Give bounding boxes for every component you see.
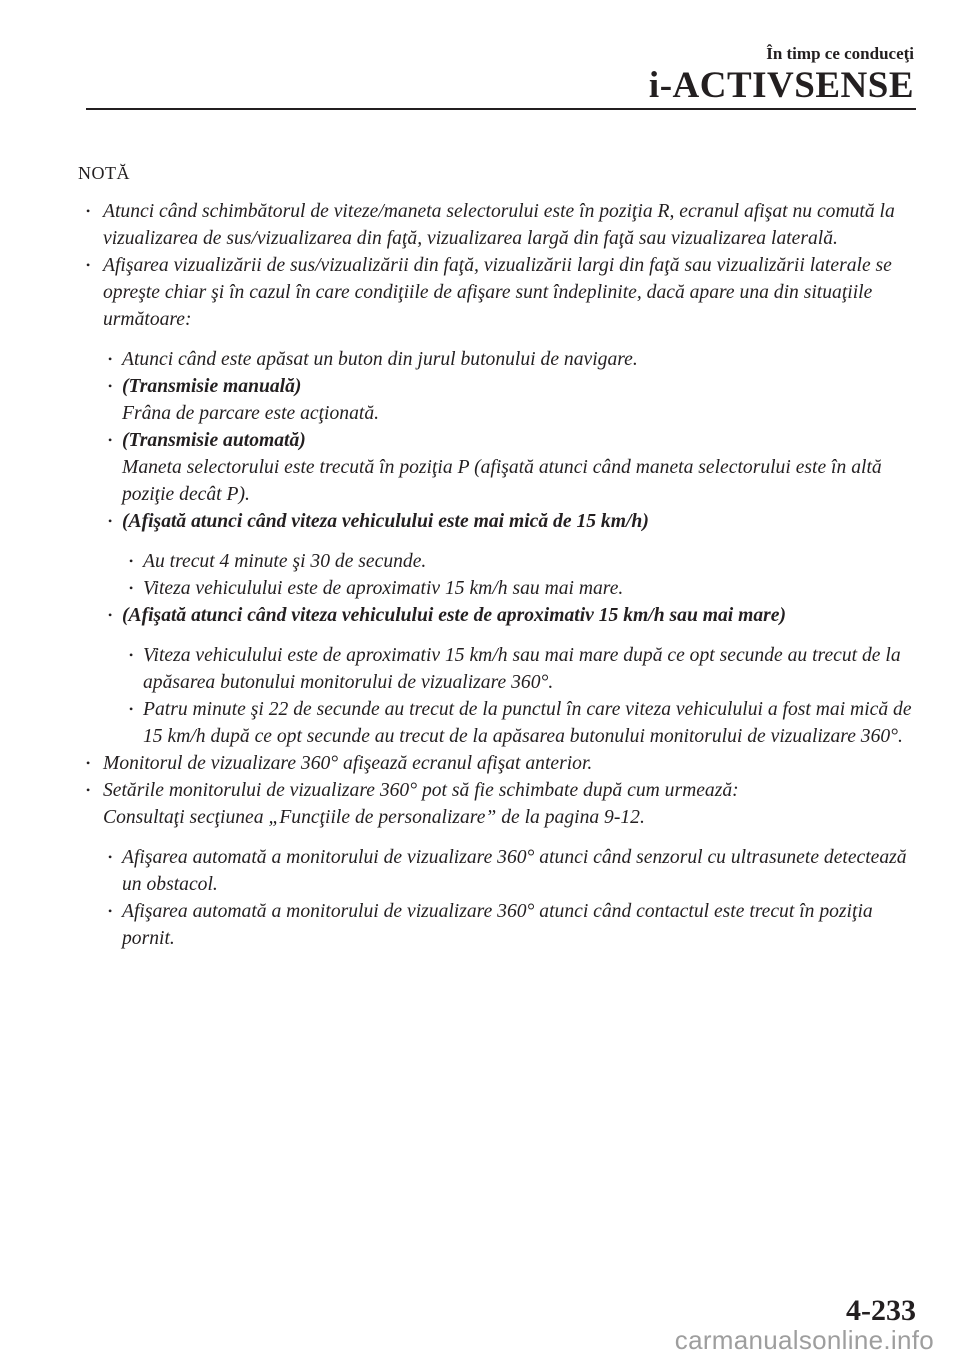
note-item-reference: Consultaţi secţiunea „Funcţiile de personalizare” de la pagina 9-12. bbox=[103, 807, 645, 828]
bullet-icon: • bbox=[108, 379, 113, 393]
chapter-title: În timp ce conduceţi bbox=[766, 44, 914, 63]
note-subsubitem bbox=[0, 575, 918, 602]
note-subitem bbox=[0, 427, 918, 508]
note-item bbox=[0, 252, 918, 333]
page-number: 4-233 bbox=[846, 1294, 916, 1327]
bullet-icon: • bbox=[108, 352, 113, 366]
bullet-icon: • bbox=[129, 581, 134, 595]
note-item-text: Afişarea vizualizării de sus/vizualizării din faţă, vizualizării largi din faţă sau vizualizării laterale se opreşte chiar şi în cazul în care condiţiile de afişare sunt îndeplinite, dacă apare una din situaţiile următoare: bbox=[103, 255, 892, 330]
note-subsubitem-text: Viteza vehiculului este de aproximativ 15 km/h sau mai mare după ce opt secunde au trecut de la apăsarea butonului monitorului de vizualizare 360°. bbox=[143, 645, 901, 693]
note-item bbox=[0, 198, 918, 252]
note-subitem-heading: (Transmisie manuală) bbox=[122, 376, 302, 397]
note-subitem bbox=[0, 508, 918, 535]
note-subsubitem bbox=[0, 548, 918, 575]
note-subitem-heading: (Afişată atunci când viteza vehiculului este de aproximativ 15 km/h sau mai mare) bbox=[122, 605, 787, 626]
bullet-icon: • bbox=[129, 554, 134, 568]
bullet-icon: • bbox=[86, 258, 91, 272]
note-item bbox=[0, 777, 918, 831]
page-header bbox=[649, 44, 914, 106]
bullet-icon: • bbox=[108, 850, 113, 864]
bullet-icon: • bbox=[108, 433, 113, 447]
note-subitem bbox=[0, 373, 918, 427]
bullet-icon: • bbox=[86, 756, 91, 770]
note-item-text: Atunci când schimbătorul de viteze/maneta selectorului este în poziţia R, ecranul afişat nu comută la vizualizarea de sus/vizualizarea din faţă, vizualizarea largă din faţă sau vizualizarea laterală. bbox=[103, 201, 895, 249]
note-item bbox=[0, 750, 918, 777]
bullet-icon: • bbox=[129, 702, 134, 716]
note-subsubitem bbox=[0, 696, 918, 750]
note-subsubitem bbox=[0, 642, 918, 696]
note-subitem bbox=[0, 346, 918, 373]
note-subitem-text: Frâna de parcare este acţionată. bbox=[122, 403, 380, 424]
note-subitem-text: Atunci când este apăsat un buton din jurul butonului de navigare. bbox=[122, 349, 638, 370]
bullet-icon: • bbox=[86, 204, 91, 218]
note-subsubitem-text: Au trecut 4 minute şi 30 de secunde. bbox=[143, 551, 427, 572]
note-subsubitem-text: Patru minute şi 22 de secunde au trecut de la punctul în care viteza vehiculului a fost mai mică de 15 km/h după ce opt secunde au trecut de la apăsarea butonului monitorului de vizualizare 360°. bbox=[143, 699, 912, 747]
note-subitem bbox=[0, 898, 918, 952]
note-subitem-heading: (Transmisie automată) bbox=[122, 430, 306, 451]
note-subitem-text: Afişarea automată a monitorului de vizualizare 360° atunci când senzorul cu ultrasunete detectează un obstacol. bbox=[122, 847, 907, 895]
bullet-icon: • bbox=[108, 514, 113, 528]
header-rule bbox=[86, 108, 916, 110]
note-subitem bbox=[0, 602, 918, 629]
note-title: NOTĂ bbox=[78, 163, 130, 183]
bullet-icon: • bbox=[108, 904, 113, 918]
bullet-icon: • bbox=[86, 783, 91, 797]
bullet-icon: • bbox=[108, 608, 113, 622]
note-subitem-heading: (Afişată atunci când viteza vehiculului este mai mică de 15 km/h) bbox=[122, 511, 649, 532]
watermark: carmanualsonline.info bbox=[674, 1325, 934, 1355]
note-subitem bbox=[0, 844, 918, 898]
bullet-icon: • bbox=[129, 648, 134, 662]
note-item-text: Setările monitorului de vizualizare 360° pot să fie schimbate după cum urmează: bbox=[103, 780, 739, 801]
section-title: i-ACTIVSENSE bbox=[648, 65, 914, 106]
note-block bbox=[0, 160, 960, 952]
note-subsubitem-text: Viteza vehiculului este de aproximativ 15 km/h sau mai mare. bbox=[143, 578, 624, 599]
note-subitem-text: Afişarea automată a monitorului de vizualizare 360° atunci când contactul este trecut în poziţia pornit. bbox=[122, 901, 873, 949]
note-subitem-text: Maneta selectorului este trecută în poziţia P (afişată atunci când maneta selectorului este în altă poziţie decât P). bbox=[122, 457, 882, 505]
note-item-text: Monitorul de vizualizare 360° afişează ecranul afişat anterior. bbox=[103, 753, 593, 774]
